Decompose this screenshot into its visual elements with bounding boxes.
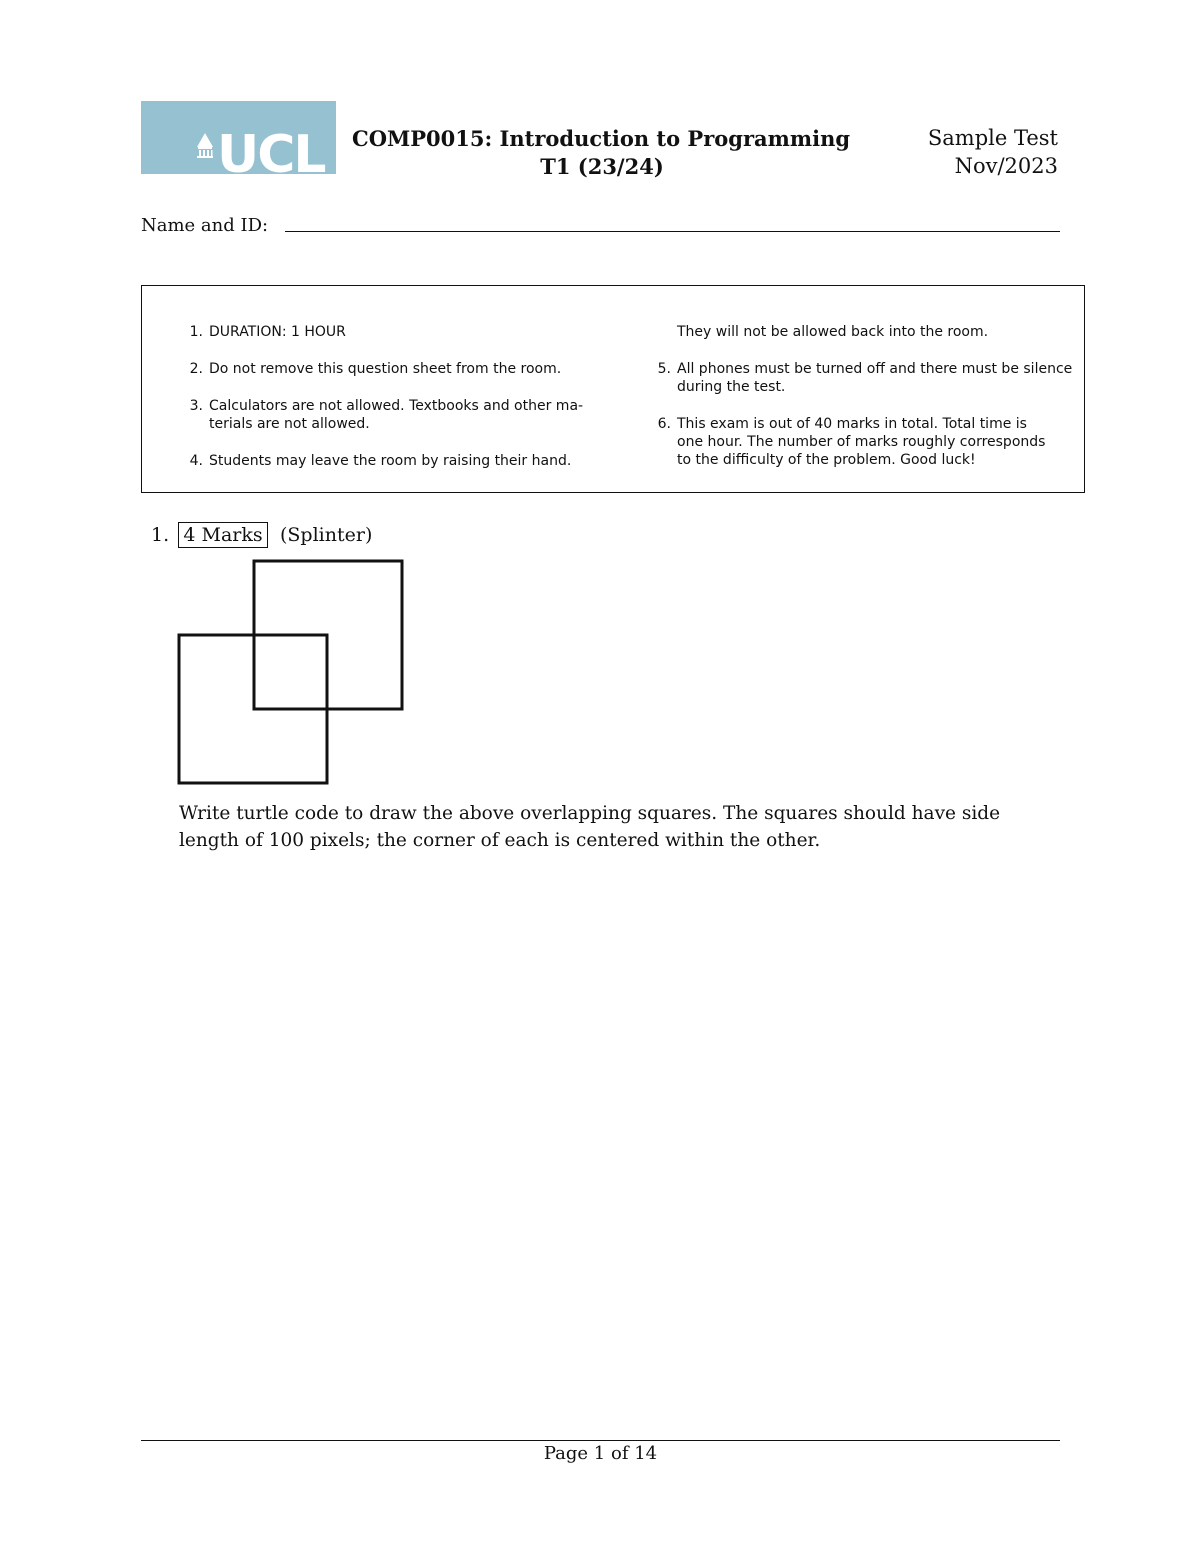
test-date: Nov/2023	[954, 154, 1058, 178]
ucl-logo-graphic	[141, 101, 336, 174]
rule-1	[189, 323, 604, 341]
rule-4-continued	[677, 323, 1073, 341]
question-number: 1.	[151, 524, 170, 546]
rule-number: 2.	[189, 361, 203, 377]
rule-text-line-2: They will not be allowed back into the room.	[677, 324, 989, 340]
rule-text-line-2: one hour. The number of marks roughly corresponds	[677, 434, 1046, 450]
overlapping-squares-figure	[176, 558, 406, 792]
rule-text-line-1: This exam is out of 40 marks in total. Total time is	[677, 416, 1027, 432]
rule-4	[189, 452, 604, 470]
rule-2	[189, 360, 604, 378]
rule-text-line-1: Calculators are not allowed. Textbooks and other ma-	[209, 398, 584, 414]
footer-rule	[141, 1440, 1060, 1441]
course-title: COMP0015: Introduction to Programming	[352, 126, 851, 151]
rule-text-line-3: to the difficulty of the problem. Good luck!	[677, 452, 976, 468]
course-subtitle: T1 (23/24)	[540, 154, 664, 179]
name-id-label: Name and ID:	[141, 215, 269, 236]
rule-text-line-2: during the test.	[677, 379, 786, 395]
name-id-line[interactable]	[285, 231, 1060, 232]
rule-text: DURATION: 1 HOUR	[209, 324, 346, 340]
marks-badge: 4 Marks	[178, 522, 268, 548]
test-type: Sample Test	[927, 126, 1058, 150]
rule-number: 3.	[189, 398, 203, 414]
instructions-box	[141, 285, 1085, 493]
logo-wordmark: UCL	[217, 125, 325, 174]
question-text: Write turtle code to draw the above overlapping squares. The squares should have side length of 100 pixels; the corner of each is centered within the other.	[179, 803, 1001, 851]
rule-number: 4.	[189, 453, 203, 469]
rule-6	[657, 415, 1073, 469]
rule-text-line-1: Students may leave the room by raising their hand.	[209, 453, 572, 469]
ucl-logo	[141, 101, 336, 174]
rule-text: Do not remove this question sheet from the room.	[209, 361, 562, 377]
page-number: Page 1 of 14	[543, 1443, 658, 1464]
rule-number: 6.	[657, 416, 671, 432]
rule-number: 1.	[189, 324, 203, 340]
rule-3	[189, 397, 604, 433]
rule-text-line-2: terials are not allowed.	[209, 416, 370, 432]
rule-number: 5.	[657, 361, 671, 377]
question-topic: (Splinter)	[280, 524, 373, 546]
rule-text-line-1: All phones must be turned off and there must be silence	[677, 361, 1073, 377]
rule-5	[657, 360, 1073, 396]
